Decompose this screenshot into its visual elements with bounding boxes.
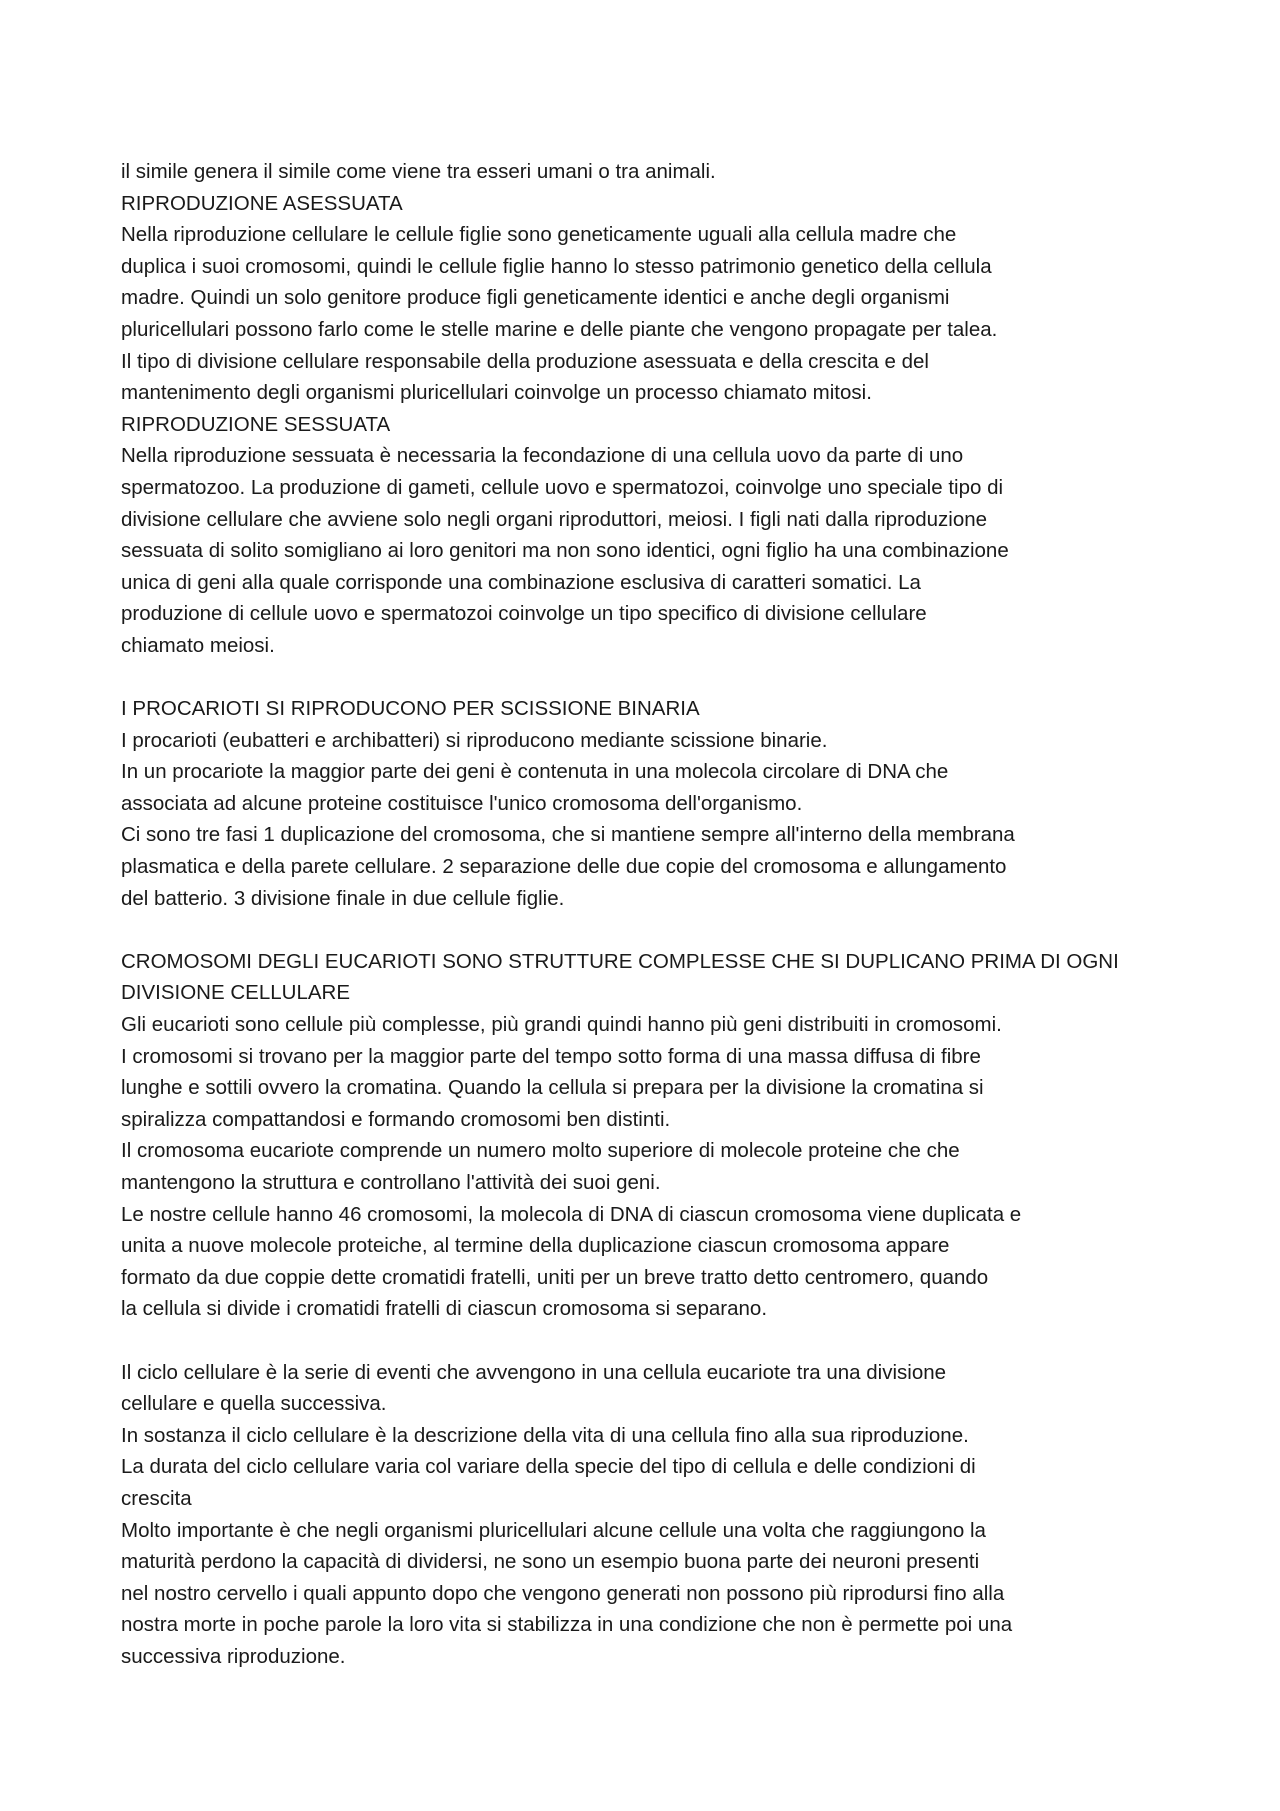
text-line: formato da due coppie dette cromatidi fratelli, uniti per un breve tratto detto centromero, quando [121,1265,989,1289]
text-line: DIVISIONE CELLULARE [121,981,350,1005]
blank-line [121,662,1181,694]
text-line: il simile genera il simile come viene tra esseri umani o tra animali. [121,160,716,183]
text-line: madre. Quindi un solo genitore produce figli geneticamente identici e anche degli organismi [121,286,950,310]
text-line: mantenimento degli organismi pluricellulari coinvolge un processo chiamato mitosi. [121,381,872,405]
text-line: Ci sono tre fasi 1 duplicazione del cromosoma, che si mantiene sempre all'interno della membrana [121,823,1015,847]
text-line: Nella riproduzione sessuata è necessaria la fecondazione di una cellula uovo da parte di uno [121,444,964,468]
text-line: lunghe e sottili ovvero la cromatina. Quando la cellula si prepara per la divisione la cromatina si [121,1076,984,1100]
text-line: In un procariote la maggior parte dei geni è contenuta in una molecola circolare di DNA che [121,760,949,784]
blank-line [121,914,1181,946]
text-line: chiamato meiosi. [121,633,275,657]
text-line: Il cromosoma eucariote comprende un numero molto superiore di molecole proteine che che [121,1139,960,1163]
text-line: del batterio. 3 divisione finale in due cellule figlie. [121,886,565,910]
text-line: La durata del ciclo cellulare varia col variare della specie del tipo di cellula e delle condizioni di [121,1455,976,1479]
text-line: maturità perdono la capacità di dividersi, ne sono un esempio buona parte dei neuroni presenti [121,1550,980,1574]
text-line: spermatozoo. La produzione di gameti, cellule uovo e spermatozoi, coinvolge uno speciale tipo di [121,475,1004,499]
text-line: successiva riproduzione. [121,1644,346,1668]
text-line: pluricellulari possono farlo come le stelle marine e delle piante che vengono propagate per talea. [121,317,998,341]
text-line: sessuata di solito somigliano ai loro genitori ma non sono identici, ogni figlio ha una combinazione [121,539,1009,563]
text-line: spiralizza compattandosi e formando cromosomi ben distinti. [121,1107,671,1131]
text-line: RIPRODUZIONE ASESSUATA [121,191,403,215]
text-line: nostra morte in poche parole la loro vita si stabilizza in una condizione che non è permette poi una [121,1613,1013,1637]
text-line: Molto importante è che negli organismi pluricellulari alcune cellule una volta che raggiungono la [121,1518,986,1542]
text-line: crescita [121,1486,192,1510]
text-line: RIPRODUZIONE SESSUATA [121,412,391,436]
text-line: duplica i suoi cromosomi, quindi le cellule figlie hanno lo stesso patrimonio genetico della cellula [121,254,992,278]
text-line: divisione cellulare che avviene solo negli organi riproduttori, meiosi. I figli nati dalla riproduzione [121,507,988,531]
text-line: Le nostre cellule hanno 46 cromosomi, la molecola di DNA di ciascun cromosoma viene duplicata e [121,1202,1022,1226]
text-line: In sostanza il ciclo cellulare è la descrizione della vita di una cellula fino alla sua riproduzione. [121,1423,969,1447]
text-line: nel nostro cervello i quali appunto dopo che vengono generati non possono più riprodursi fino alla [121,1581,1005,1605]
text-line: Nella riproduzione cellulare le cellule figlie sono geneticamente uguali alla cellula madre che [121,223,957,247]
text-line: cellulare e quella successiva. [121,1392,387,1416]
text-line: produzione di cellule uovo e spermatozoi coinvolge un tipo specifico di divisione cellulare [121,602,927,626]
blank-line [121,1325,1181,1357]
text-line: la cellula si divide i cromatidi fratelli di ciascun cromosoma si separano. [121,1297,768,1321]
document-body [121,156,1181,1673]
text-line: Gli eucarioti sono cellule più complesse, più grandi quindi hanno più geni distribuiti in cromosomi. [121,1013,1002,1037]
text-line: unita a nuove molecole proteiche, al termine della duplicazione ciascun cromosoma appare [121,1234,950,1258]
text-line: I cromosomi si trovano per la maggior parte del tempo sotto forma di una massa diffusa di fibre [121,1044,981,1068]
text-line: associata ad alcune proteine costituisce l'unico cromosoma dell'organismo. [121,791,803,815]
text-line: plasmatica e della parete cellulare. 2 separazione delle due copie del cromosoma e allungamento [121,855,1007,879]
text-line: Il ciclo cellulare è la serie di eventi che avvengono in una cellula eucariote tra una divisione [121,1360,947,1384]
text-line: CROMOSOMI DEGLI EUCARIOTI SONO STRUTTURE COMPLESSE CHE SI DUPLICANO PRIMA DI OGNI [121,949,1119,973]
text-line: I PROCARIOTI SI RIPRODUCONO PER SCISSIONE BINARIA [121,697,700,721]
text-line: I procarioti (eubatteri e archibatteri) si riproducono mediante scissione binarie. [121,728,828,752]
text-line: Il tipo di divisione cellulare responsabile della produzione asessuata e della crescita e del [121,349,929,373]
text-line: unica di geni alla quale corrisponde una combinazione esclusiva di caratteri somatici. La [121,570,921,594]
text-line: mantengono la struttura e controllano l'attività dei suoi geni. [121,1171,661,1194]
